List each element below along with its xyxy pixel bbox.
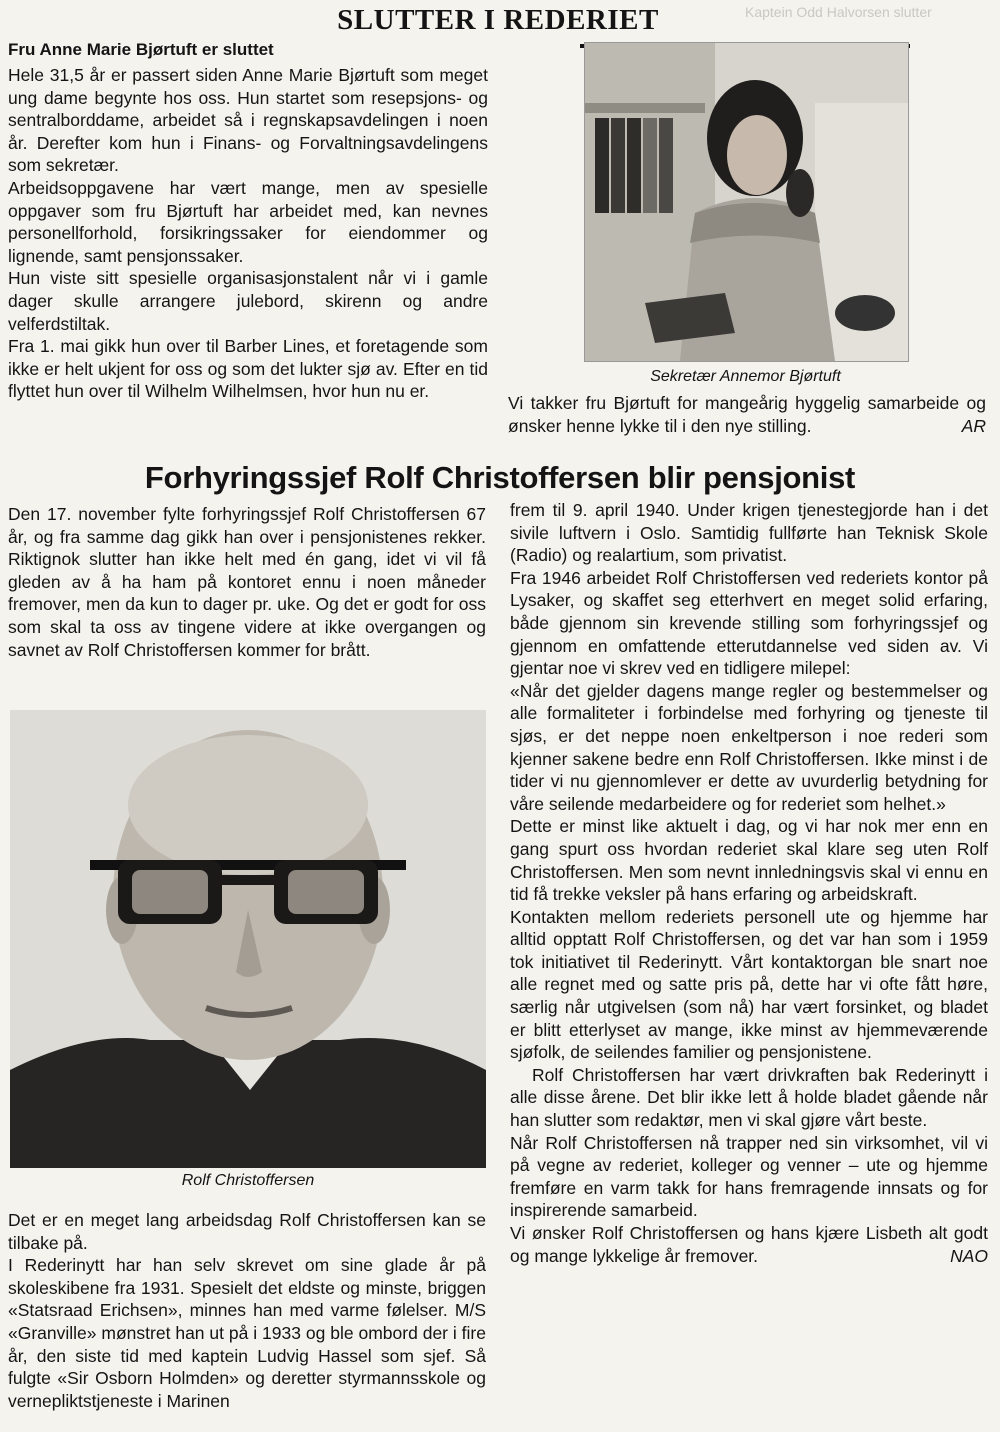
photo-rolf-christoffersen [10, 710, 486, 1168]
paragraph: Den 17. november fylte forhyringssjef Rolf Christoffersen 67 år, og fra samme dag gikk han over i pensjonistenes rekker. Riktignok slutter han ikke helt med én gang, idet vi vil få gleden av å ha ham på kontoret ennu i noen måneder fremover, men da kun to dager pr. uke. Og det er godt for oss som skal ta oss av tingene videre at ikke overgangen og savnet av Rolf Christoffersen kommer for brått. [8, 504, 486, 660]
paragraph: Arbeidsoppgavene har vært mange, men av spesielle oppgaver som fru Bjørtuft har arbeidet med, kan nevnes personellforhold, forsikringssaker for eiendommer og lignende, samt pensjonssaker. [8, 177, 488, 266]
paragraph: Det er en meget lang arbeidsdag Rolf Christoffersen kan se tilbake på. [8, 1210, 486, 1253]
bleed-through-text: Kaptein Odd Halvorsen slutter [745, 4, 932, 20]
paragraph: Når Rolf Christoffersen nå trapper ned sin virksomhet, vil vi på vegne av rederiet, kolleger og venner – ute og hjemme fremføre en varm takk for hans fremragende innsats og for inspirerende samarbeid. [510, 1132, 988, 1221]
article-subtitle: Fru Anne Marie Bjørtuft er sluttet [8, 40, 274, 59]
article-1-body [8, 64, 488, 403]
paragraph: I Rederinytt har han selv skrevet om sine glade år på skoleskibene fra 1931. Spesielt det eldste og minste, briggen «Statsraad Erichsen», minnes han med varme følelser. M/S «Granville» mønstret han ut på i 1933 og ble ombord der i fire år, den siste tid med kaptein Ludvig Hassel som sjef. Så fulgte «Sir Osborn Holmden» og deretter styrmannsskole og vernepliktstjeneste i Marinen [8, 1255, 486, 1411]
paragraph: «Når det gjelder dagens mange regler og bestemmelser og alle formaliteter i forbindelse med forhyring og tjeneste til sjøs, er det neppe noen enkeltperson i noe rederi som kjenner sakene bedre enn Rolf Christoffersen. Ikke minst i de tider vi nu gjennomlever er dette av uvurderlig betydning for våre seilende medarbeidere og for rederiet som helhet.» [510, 680, 988, 814]
closing-paragraph [508, 392, 986, 437]
paragraph: Kontakten mellom rederiets personell ute og hjemme har alltid opptatt Rolf Christoffersen, og det var han som i 1959 tok initiativet til Rederinytt. Vårt kontaktorgan ble snart noe alle regnet med og satte pris på, dette har vi ofte fått høre, særlig når utgivelsen (som nå) har vært forsinket, og bladet er blitt etterlyset av mange, ikke minst av hjemmeværende sjøfolk, de seilendes familier og pensjonistene. [510, 906, 988, 1063]
paragraph: Dette er minst like aktuelt i dag, og vi har nok mer enn en gang spurt oss hvordan rederiet skal klare seg uten Rolf Christoffersen. Men som nevnt innledningsvis skal vi ennu en tid få trekke veksler på hans erfaring og arbeidskraft. [510, 816, 988, 905]
article-2-column-1-continued [8, 1209, 486, 1412]
paragraph: Hun viste sitt spesielle organisasjonstalent når vi i gamle dager skulle arrangere julebord, skirenn og andre velferdstiltak. [8, 268, 488, 334]
paragraph: Fra 1. mai gikk hun over til Barber Lines, et foretagende som ikke er helt ukjent for oss og som det lukter sjø av. Efter en tid flyttet hun over til Wilhelm Wilhelmsen, hvor hun nu er. [8, 336, 488, 402]
paragraph: Hele 31,5 år er passert siden Anne Marie Bjørtuft som meget ung dame begynte hos oss. Hun startet som resepsjons- og sentralborddame, arbeidet så i regnskapsavdelingen i noen år. Derefter kom hun i Finans- og Forvaltningsavdelingens som sekretær. [8, 65, 488, 176]
author-signature: NAO [950, 1245, 988, 1266]
photo-caption: Rolf Christoffersen [181, 1172, 315, 1189]
paragraph: Fra 1946 arbeidet Rolf Christoffersen ved rederiets kontor på Lysaker, og skaffet seg etterhvert en meget solid erfaring, både gjennom sin krevende stilling som forhyringssjef og gjennom en omfattende etterutdannelse ved siden av. Vi gjentar noe vi skrev ved en tidligere milepel: [510, 567, 988, 679]
closing-text: Vi takker fru Bjørtuft for mangeårig hyggelig samarbeide og ønsker henne lykke til i den nye stilling. [508, 393, 986, 436]
article-2-column-2 [510, 499, 988, 1267]
paragraph-text: Vi ønsker Rolf Christoffersen og hans kjære Lisbeth alt godt og mange lykkelige år fremover. [510, 1223, 988, 1266]
article-title: Forhyringssjef Rolf Christoffersen blir pensjonist [144, 460, 856, 495]
paragraph [510, 1222, 988, 1267]
secretary-photo-image [585, 43, 908, 361]
portrait-photo-image [10, 710, 486, 1168]
paragraph: frem til 9. april 1940. Under krigen tjenestegjorde han i det sivile luftvern i Oslo. Samtidig fullførte han Teknisk Skole (Radio) og realartium, som privatist. [510, 500, 988, 566]
paragraph: Rolf Christoffersen har vært drivkraften bak Rederinytt i alle disse årene. Det blir ikke lett å holde bladet gående når han slutter som redaktør, men vi skal gjøre vårt beste. [510, 1064, 988, 1131]
photo-caption: Sekretær Annemor Bjørtuft [650, 368, 841, 385]
photo-secretary [584, 42, 909, 362]
author-signature: AR [961, 415, 986, 436]
article-title: SLUTTER I REDERIET [337, 4, 659, 36]
article-2-column-1 [8, 503, 486, 661]
